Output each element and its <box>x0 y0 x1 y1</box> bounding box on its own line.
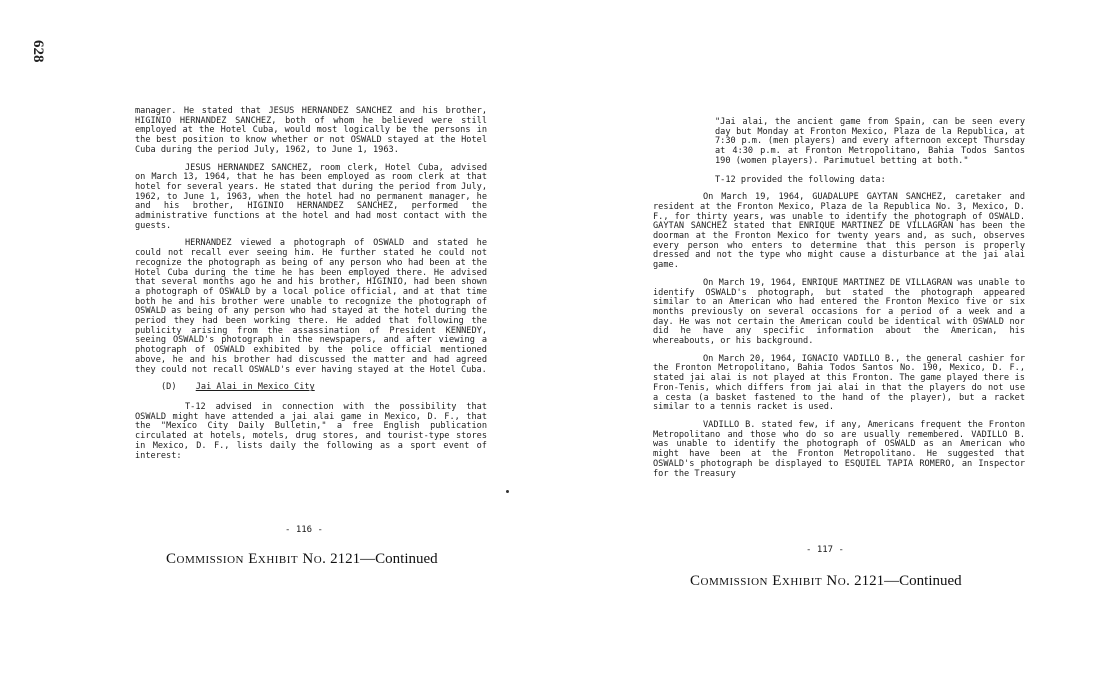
section-number: (D) <box>161 382 177 393</box>
right-paragraph-2: On March 19, 1964, GUADALUPE GAYTAN SANCHEZ, caretaker and resident at the Fronton Mexico, Plaza de la Republica No. 3, Mexico, D. F., for thirty years, was unable to identify the photograph of OSWALD. GAYTAN SANCHEZ stated that ENRIQUE MARTINEZ DE VILLAGRAN has been the doorman at the Fronton Mexico for twenty years and, as such, observes every person who enters to determine that this person is properly dressed and not the type who might cause a disturbance at the jai alai game. <box>653 192 1025 271</box>
right-exhibit-caption <box>690 573 962 590</box>
section-heading <box>161 383 487 393</box>
left-paragraph-3: HERNANDEZ viewed a photograph of OSWALD and stated he could not recall ever seeing him. He further stated he could not recognize the photograph as being of any person who had been at the Hotel Cuba during the time he has been employed there. He advised that several months ago he and his brother, HIGINIO, had been shown a photograph of OSWALD by a local police official, and at that time both he and his brother were unable to recognize the photograph of OSWALD as being of any person who had stayed at the hotel during the period they had been working there. He added that following the publicity arising from the assassination of President KENNEDY, seeing OSWALD's photograph in the newspapers, and after viewing a photograph of OSWALD exhibited by the police official mentioned above, he and his brother had discussed the matter and had agreed they could not recall OSWALD's ever having stayed at the Hotel Cuba. <box>135 238 487 375</box>
right-exhibit-prefix: Commission Exhibit No. <box>690 573 851 589</box>
stray-mark <box>506 490 509 493</box>
left-paragraph-1: manager. He stated that JESUS HERNANDEZ SANCHEZ and his brother, HIGINIO HERNANDEZ SANCHEZ, both of whom he believed were still employed at the Hotel Cuba, would most logically be the persons in the best position to know whether or not OSWALD stayed at the Hotel Cuba during the period July, 1962, to June 1, 1963. <box>135 106 487 155</box>
left-paragraph-4: T-12 advised in connection with the possibility that OSWALD might have attended a jai alai game in Mexico, D. F., that the "Mexico City Daily Bulletin," a free English publication circulated at hotels, motels, drug stores, and tourist-type stores in Mexico, D. F., lists daily the following as a sport event of interest: <box>135 401 487 461</box>
left-exhibit-caption <box>166 551 438 568</box>
left-footer-page-number: - 116 - <box>285 525 323 535</box>
page-number: 628 <box>30 40 46 63</box>
right-paragraph-5: VADILLO B. stated few, if any, Americans frequent the Fronton Metropolitano and those who do so are usually remembered. VADILLO B. was unable to identify the photograph of OSWALD as an American who might have been at the Fronton Metropolitano. He suggested that OSWALD's photograph be displayed to ESQUIEL TAPIA ROMERO, an Inspector for the Treasury <box>653 419 1025 479</box>
right-page-column <box>653 118 1025 487</box>
right-footer-page-number: - 117 - <box>806 545 844 555</box>
left-exhibit-prefix: Commission Exhibit No. <box>166 551 327 567</box>
right-exhibit-suffix: 2121—Continued <box>854 573 962 589</box>
right-paragraph-3: On March 19, 1964, ENRIQUE MARTINEZ DE VILLAGRAN was unable to identify OSWALD's photograph, but stated the photograph appeared similar to an American who had entered the Fronton Mexico five or six months previously on several occasions for a period of a week and a day. He was not certain the American could be identical with OSWALD nor did he have any specific information about the American, his whereabouts, or his background. <box>653 277 1025 347</box>
section-title: Jai Alai in Mexico City <box>195 382 315 393</box>
left-exhibit-suffix: 2121—Continued <box>330 551 438 567</box>
left-page-column <box>135 107 487 469</box>
right-paragraph-1: T-12 provided the following data: <box>715 174 886 185</box>
left-paragraph-2: JESUS HERNANDEZ SANCHEZ, room clerk, Hotel Cuba, advised on March 13, 1964, that he has been employed as room clerk at that hotel for several years. He stated that during the period from July, 1962, to June 1, 1963, when the hotel had no permanent manager, he and his brother, HIGINIO HERNANDEZ SANCHEZ, performed the administrative functions at the hotel and had most contact with the guests. <box>135 162 487 231</box>
right-paragraph-4: On March 20, 1964, IGNACIO VADILLO B., the general cashier for the Fronton Metropolitano, Bahia Todos Santos No. 190, Mexico, D. F., stated jai alai is not played at this Fronton. The game played there is Fron-Tenis, which differs from jai alai in that the players do not use a cesta (a basket fastened to the hand of the player), but a racket similar to a tennis racket is used. <box>653 353 1025 413</box>
daily-bulletin-quote: "Jai alai, the ancient game from Spain, can be seen every day but Monday at Fronton Mexico, Plaza de la Republica, at 7:30 p.m. (men players) and every afternoon except Thursday at 4:30 p.m. at Fronton Metropolitano, Bahia Todos Santos 190 (women players). Parimutuel betting at both." <box>715 117 1025 166</box>
